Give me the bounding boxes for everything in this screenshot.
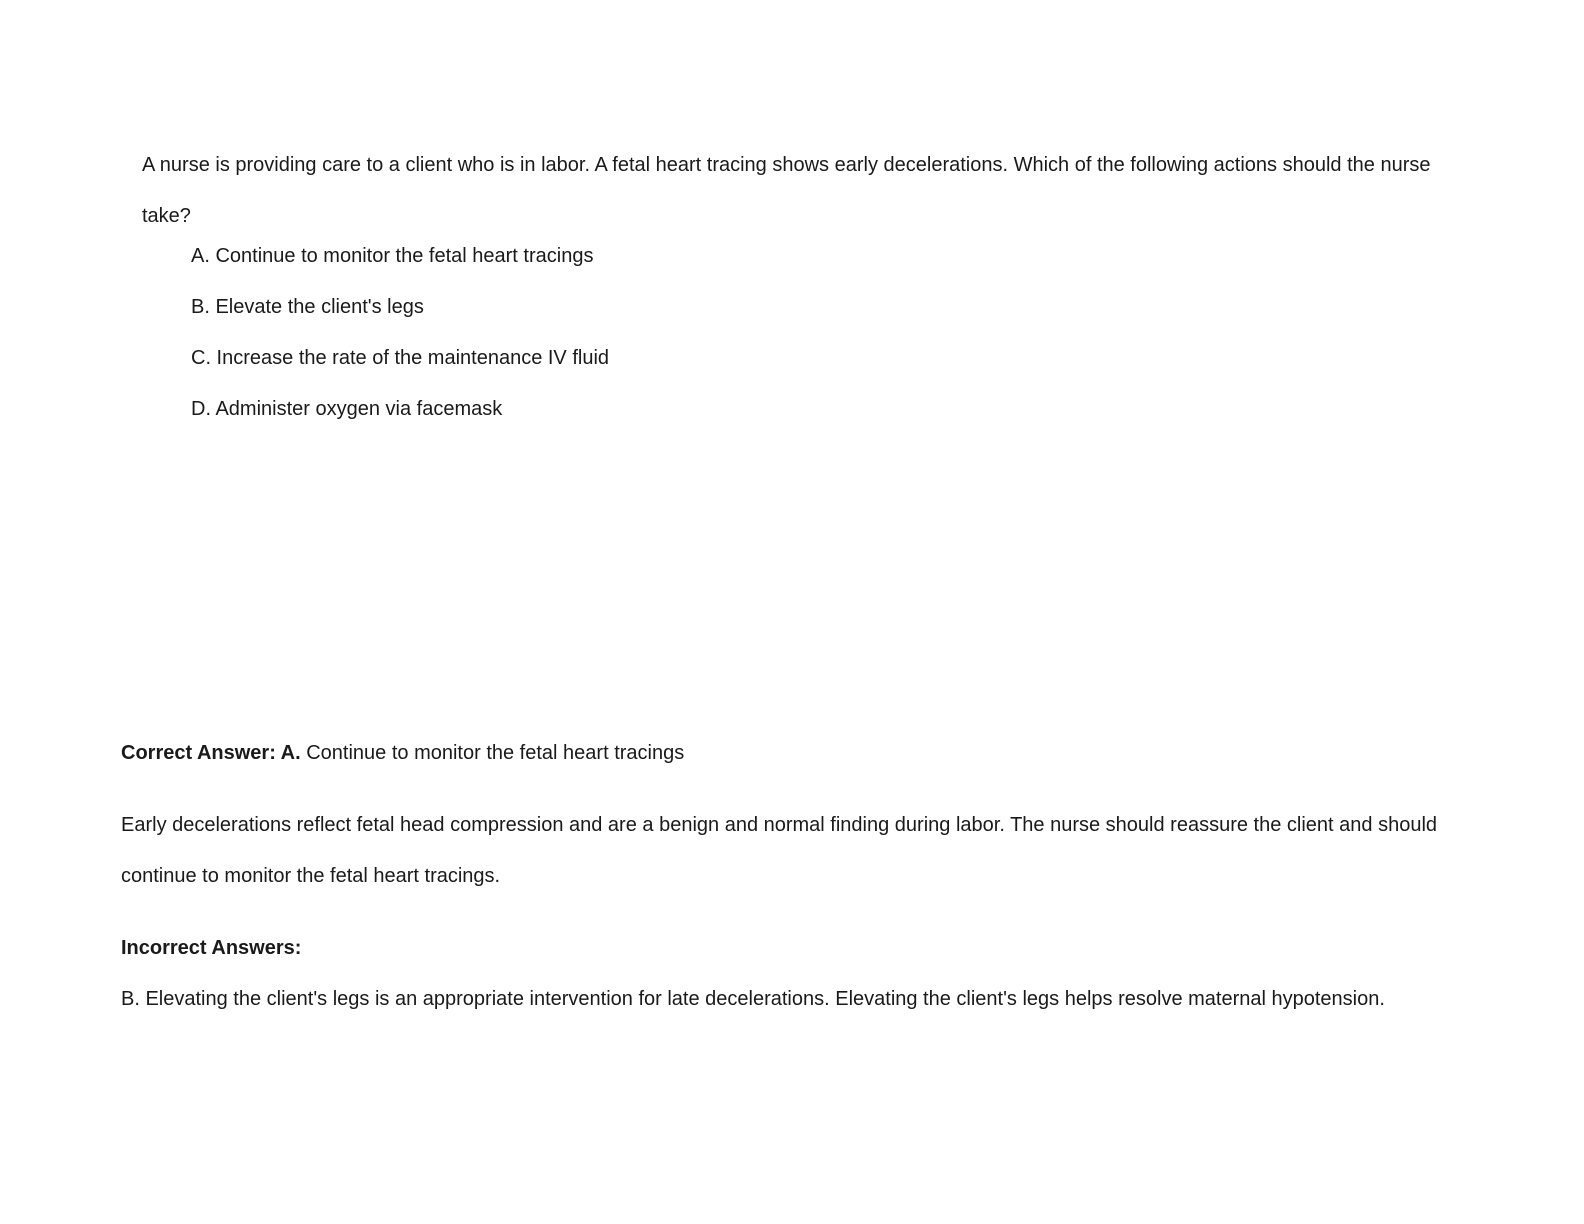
answer-options [191, 240, 609, 444]
correct-answer-explanation: Early decelerations reflect fetal head compression and are a benign and normal finding during labor. The nurse should reassure the client and should continue to monitor the fetal heart tracings. [121, 814, 1438, 887]
incorrect-answer-b: B. Elevating the client's legs is an appropriate intervention for late decelerations. Elevating the client's legs helps resolve maternal hypotension. [121, 988, 1385, 1010]
option-d: D. Administer oxygen via facemask [191, 398, 503, 420]
option-b: B. Elevate the client's legs [191, 296, 424, 318]
correct-answer-label: Correct Answer: A. [121, 742, 301, 764]
correct-answer [121, 737, 684, 769]
question-text: A nurse is providing care to a client who is in labor. A fetal heart tracing shows early decelerations. Which of the following actions should the nurse take? [142, 154, 1431, 227]
option-a: A. Continue to monitor the fetal heart tracings [191, 245, 594, 267]
incorrect-answers-heading: Incorrect Answers: [121, 937, 302, 959]
option-c: C. Increase the rate of the maintenance IV fluid [191, 347, 610, 369]
correct-answer-text: Continue to monitor the fetal heart tracings [300, 742, 685, 764]
